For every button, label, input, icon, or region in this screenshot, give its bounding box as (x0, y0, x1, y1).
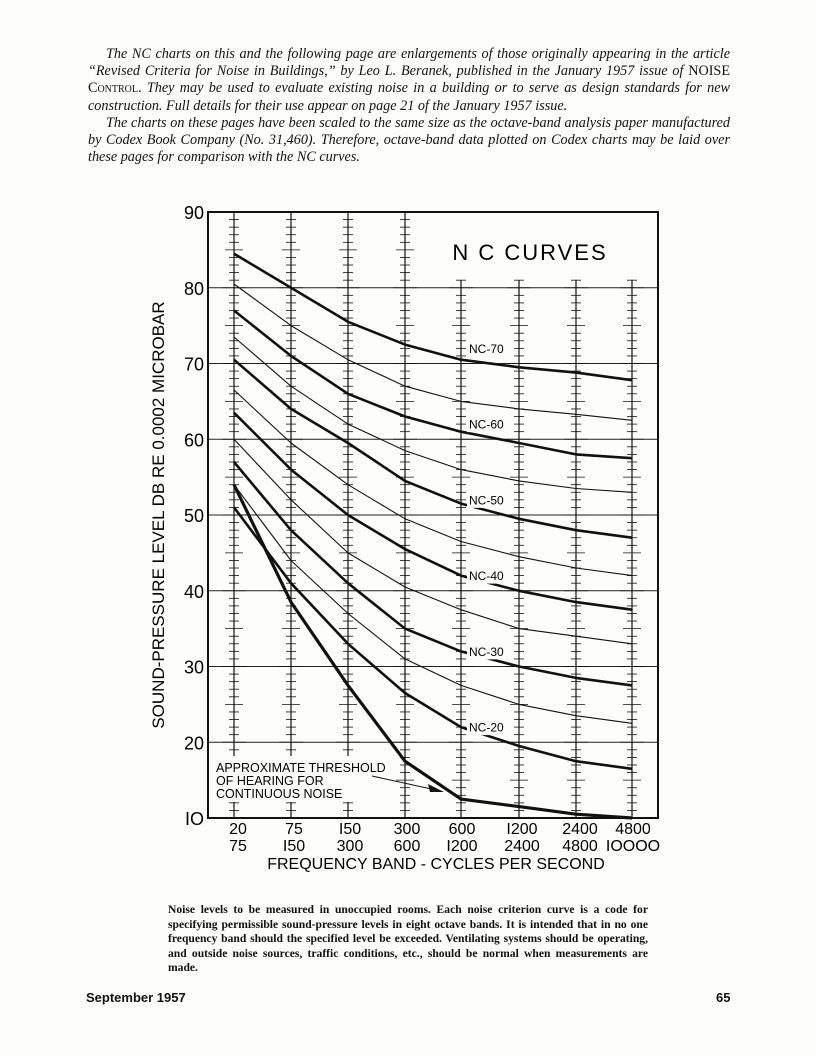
x-tick-bottom-7: 4800 (562, 838, 598, 855)
band-scale-6 (507, 280, 531, 818)
intro-p1-control: Control. (88, 80, 142, 97)
intro-p1-part-b: They may be used to evaluate existing noise in a building or to serve as design standards for new construction. Full details for their use appear on page 21 of the January 1957 issue. (88, 80, 730, 114)
y-tick-label-60: 60 (183, 430, 204, 451)
curve-label-text-nc-30: NC-30 (469, 644, 504, 659)
curve-label-text-nc-50: NC-50 (469, 493, 504, 508)
intro-p1-part-a: The NC charts on this and the following page are enlargements of those originally appearing in the article “Revised Criteria for Noise in Buildings,” by Leo L. Beranek, published in the January 1957 issue of (88, 46, 730, 80)
series-line-nc-45 (234, 390, 632, 576)
x-tick-top-7: 2400 (562, 821, 598, 838)
x-tick-top-2: 75 (285, 821, 303, 838)
x-tick-top-6: I200 (506, 821, 538, 838)
y-tick-label-30: 30 (183, 657, 204, 678)
y-tick-label-50: 50 (183, 506, 204, 526)
x-tick-bottom-4: 600 (393, 838, 421, 855)
x-tick-top-8: 4800 (615, 821, 651, 838)
y-tick-label-20: 20 (183, 733, 204, 754)
x-tick-bottom-6: 2400 (504, 838, 540, 855)
band-scale-4 (393, 212, 417, 818)
y-tick-label-90: 90 (183, 203, 204, 223)
x-tick-top-3: I50 (338, 821, 362, 838)
x-tick-top-4: 300 (393, 821, 421, 838)
series-line-nc-20 (234, 507, 632, 768)
x-tick-top-1: 20 (229, 821, 247, 838)
x-tick-top-5: 600 (448, 821, 476, 838)
curve-label-nc-70 (467, 339, 513, 356)
curve-label-nc-40 (467, 567, 513, 584)
annotation-line-3: CONTINUOUS NOISE (216, 787, 343, 801)
annotation-line-2: OF HEARING FOR (216, 774, 324, 788)
annotation-line-1: APPROXIMATE THRESHOLD (216, 761, 386, 775)
chart-title: N C CURVES (452, 240, 608, 265)
band-scale-2 (279, 212, 303, 818)
figure-caption: Noise levels to be measured in unoccupied rooms. Each noise criterion curve is a code for specifying permissible sound-pressure levels in eight octave bands. It is intended that in no one frequency band should the specified level be exceeded. Ventilating systems should be operating, and outside noise sources, traffic conditions, etc., should be normal when measurements are made. (168, 903, 648, 975)
curve-label-text-nc-40: NC-40 (469, 569, 504, 584)
footer-page-number: 65 (716, 990, 731, 1005)
band-scale-1 (222, 212, 246, 818)
x-tick-bottom-1: 75 (229, 838, 247, 855)
series-line-nc-40 (234, 413, 632, 610)
band-scale-8 (620, 280, 644, 818)
chart-curve-labels (467, 339, 513, 735)
curve-label-nc-60 (467, 415, 513, 432)
y-tick-label-10: IO (184, 809, 204, 829)
band-scale-7 (564, 280, 588, 818)
footer-date: September 1957 (86, 990, 186, 1005)
series-line-nc-30 (234, 462, 632, 685)
series-line-nc-55 (234, 337, 632, 492)
curve-label-text-nc-60: NC-60 (469, 417, 504, 432)
y-tick-label-80: 80 (183, 278, 204, 299)
x-tick-bottom-2: I50 (282, 838, 306, 855)
chart-grid (208, 288, 658, 743)
x-tick-bottom-3: 300 (336, 838, 364, 855)
y-tick-label-40: 40 (183, 581, 204, 602)
x-axis-label: FREQUENCY BAND - CYCLES PER SECOND (267, 856, 605, 873)
x-tick-bottom-5: I200 (446, 838, 478, 855)
series-line-nc-60 (234, 311, 632, 459)
intro-p1-noise: NOISE (688, 63, 730, 80)
x-tick-bottom-8: IOOOO (605, 838, 661, 855)
y-axis-label: SOUND-PRESSURE LEVEL DB RE 0.0002 MICROBAR (149, 301, 168, 729)
curve-label-text-nc-20: NC-20 (469, 720, 504, 735)
intro-paragraph-2: The charts on these pages have been scaled to the same size as the octave-band analysis paper manufactured by Codex Book Company (No. 31,460). Therefore, octave-band data plotted on Codex charts may be laid over these pages for comparison with the NC curves. (88, 114, 730, 166)
curve-label-nc-50 (467, 491, 513, 508)
curve-label-nc-30 (467, 642, 513, 659)
curve-label-text-nc-70: NC-70 (469, 341, 504, 356)
chart-series (234, 254, 632, 818)
y-tick-label-70: 70 (183, 354, 204, 375)
curve-label-nc-20 (467, 718, 513, 735)
